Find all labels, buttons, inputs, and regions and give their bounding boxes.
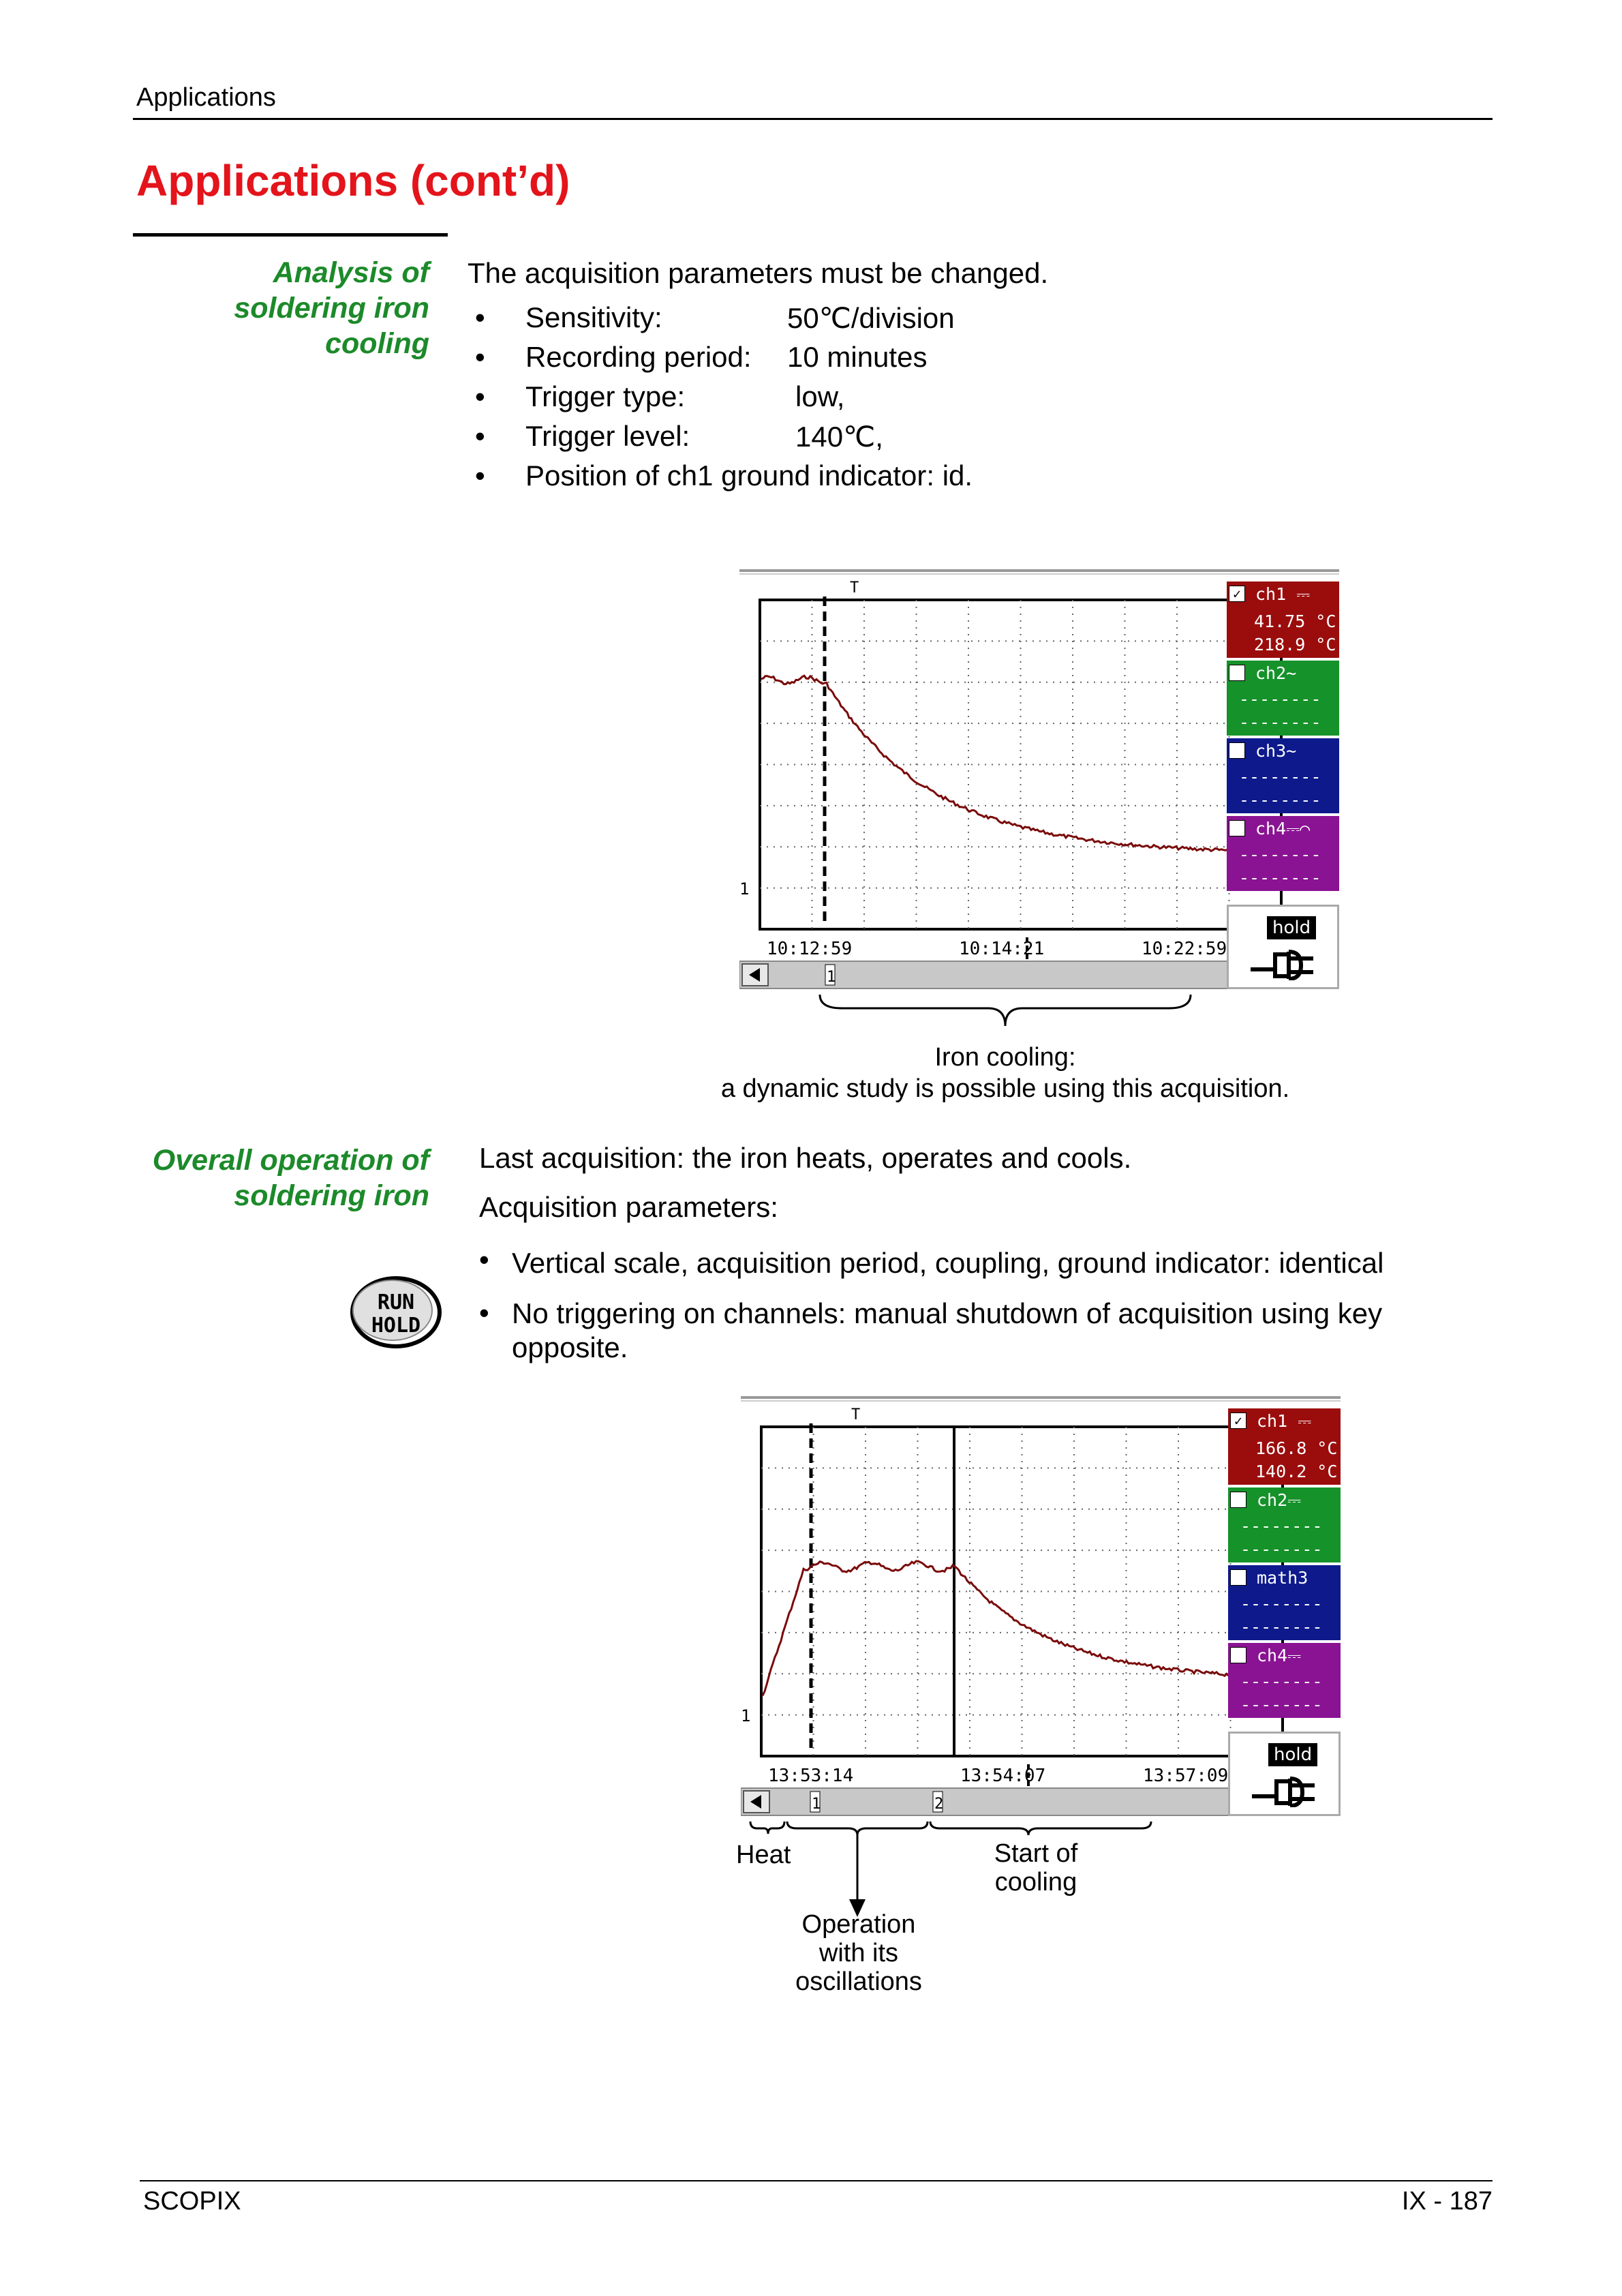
bullet-dot: • — [479, 1297, 489, 1329]
channel-name: ch1 ⎓ — [1255, 584, 1311, 604]
hold-panel[interactable] — [1227, 905, 1339, 989]
bullet-label: Trigger level: — [525, 420, 690, 452]
side-title-line: soldering iron — [234, 1179, 429, 1212]
bullet-line: opposite. — [512, 1331, 628, 1363]
cursor-marker-label: 1 — [827, 969, 836, 986]
time-scrollbar[interactable] — [739, 961, 1279, 988]
running-header: Applications — [136, 83, 276, 112]
power-plug-icon — [1249, 1776, 1324, 1807]
label-line: Start of — [994, 1839, 1078, 1868]
time-scrollbar[interactable] — [741, 1788, 1281, 1815]
checkbox-icon[interactable] — [1230, 1647, 1246, 1663]
bullet-value: 10 minutes — [787, 341, 928, 373]
channel-name: ch1 ⎓ — [1257, 1411, 1312, 1431]
time-label-start: 10:12:59 — [767, 939, 853, 959]
key-label-hold: HOLD — [371, 1314, 421, 1338]
bullet-dot: • — [475, 301, 485, 333]
hold-label: hold — [1268, 1743, 1317, 1766]
section1-intro: The acquisition parameters must be changed. — [468, 257, 1049, 289]
section2-bullet: Vertical scale, acquisition period, coupling, ground indicator: identical — [512, 1247, 1384, 1279]
channel-ch4[interactable] — [1227, 816, 1339, 891]
bullet-dot: • — [475, 420, 485, 452]
bullet-value: 140℃, — [795, 421, 883, 453]
channel-value-2: -------- — [1240, 1617, 1323, 1637]
channel-math3[interactable] — [1228, 1565, 1341, 1640]
channel-name: math3 — [1257, 1568, 1309, 1588]
side-title-line: soldering iron — [234, 292, 429, 324]
section2-bullet — [512, 1297, 1382, 1365]
channel-ch2[interactable] — [1228, 1487, 1341, 1562]
bullet-dot: • — [475, 459, 485, 492]
side-title-line: cooling — [325, 327, 429, 360]
section2-side-title — [123, 1143, 429, 1213]
title-rule — [133, 233, 448, 237]
checkbox-icon[interactable] — [1229, 820, 1245, 836]
brace-icon — [814, 992, 1196, 1033]
checkbox-checked-icon[interactable]: ✓ — [1230, 1413, 1246, 1429]
key-label-run: RUN — [377, 1290, 415, 1314]
time-label-end: 13:57:09 — [1143, 1766, 1229, 1786]
trigger-marker: T — [851, 1406, 861, 1423]
channel-panels-1 — [1227, 581, 1339, 989]
channel-value-1: -------- — [1240, 1516, 1323, 1536]
label-line: Operation — [801, 1910, 916, 1939]
label-operation — [777, 1910, 940, 1996]
checkbox-icon[interactable] — [1229, 665, 1245, 681]
channel-value-1: 166.8 °C — [1255, 1438, 1338, 1458]
bullet-label: Position of ch1 ground indicator: id. — [525, 459, 973, 492]
channel-name: ch3~ — [1255, 741, 1297, 761]
channel-name: ch2~ — [1255, 663, 1297, 683]
header-rule — [133, 118, 1493, 120]
channel-panels-2 — [1228, 1408, 1341, 1816]
channel-value-2: -------- — [1239, 712, 1321, 732]
channel-ch4[interactable] — [1228, 1643, 1341, 1718]
checkbox-icon[interactable] — [1230, 1492, 1246, 1508]
cursor-marker-label: 1 — [812, 1796, 821, 1813]
channel-value-1: 41.75 °C — [1254, 611, 1336, 631]
section2-line2: Acquisition parameters: — [479, 1191, 778, 1223]
channel-value-1: -------- — [1240, 1672, 1323, 1691]
bullet-dot: • — [475, 380, 485, 412]
channel-value-2: -------- — [1239, 868, 1321, 888]
figure-caption-1 — [654, 1042, 1356, 1104]
channel-ch1[interactable] — [1227, 581, 1339, 658]
side-title-line: Overall operation of — [152, 1144, 429, 1177]
bullet-value: 50℃/division — [787, 302, 955, 334]
label-line: with its — [818, 1939, 899, 1967]
label-line: cooling — [994, 1868, 1077, 1897]
label-start-of-cooling — [961, 1839, 1111, 1897]
caption-line: a dynamic study is possible using this acquisition. — [720, 1074, 1290, 1103]
channel-ch1[interactable] — [1228, 1408, 1341, 1485]
channel-value-1: -------- — [1240, 1594, 1323, 1614]
checkbox-icon[interactable] — [1230, 1569, 1246, 1586]
cursor-marker-label: 2 — [934, 1796, 944, 1813]
time-label-mid: 13:54:07 — [960, 1766, 1046, 1786]
bullet-label: Recording period: — [525, 341, 752, 373]
channel-value-2: -------- — [1240, 1695, 1323, 1715]
channel-ch3[interactable] — [1227, 738, 1339, 813]
footer-left: SCOPIX — [143, 2187, 241, 2216]
side-title-line: Analysis of — [273, 256, 429, 289]
hold-label: hold — [1267, 916, 1316, 939]
channel-ch2[interactable] — [1227, 661, 1339, 736]
section1-side-title — [136, 255, 429, 361]
label-heat: Heat — [736, 1841, 791, 1869]
bullet-dot: • — [479, 1243, 489, 1275]
bullet-dot: • — [475, 341, 485, 373]
trigger-marker: T — [850, 579, 859, 596]
checkbox-icon[interactable] — [1229, 742, 1245, 759]
channel-value-2: 218.9 °C — [1254, 635, 1336, 654]
hold-panel[interactable] — [1228, 1732, 1341, 1816]
channel-name: ch4⎓⌒ — [1255, 819, 1311, 839]
time-label-end: 10:22:59 — [1142, 939, 1227, 959]
channel-value-2: -------- — [1240, 1539, 1323, 1559]
checkbox-checked-icon[interactable]: ✓ — [1229, 586, 1245, 602]
bullet-line: No triggering on channels: manual shutdown of acquisition using key — [512, 1297, 1383, 1329]
bullet-value: low, — [795, 380, 845, 412]
bullet-label: Trigger type: — [525, 380, 686, 412]
channel-value-1: -------- — [1239, 689, 1321, 709]
time-label-start: 13:53:14 — [768, 1766, 854, 1786]
bullet-label: Sensitivity: — [525, 301, 662, 333]
ground-indicator: 1 — [741, 1706, 751, 1725]
channel-name: ch4⎓ — [1257, 1646, 1302, 1665]
ground-indicator: 1 — [739, 879, 750, 898]
power-plug-icon — [1248, 949, 1323, 980]
page-title: Applications (cont’d) — [136, 156, 570, 205]
channel-value-1: -------- — [1239, 845, 1321, 864]
section2-line1: Last acquisition: the iron heats, operates and cools. — [479, 1142, 1132, 1174]
label-line: oscillations — [795, 1967, 922, 1996]
footer-page-number: IX - 187 — [1401, 2187, 1493, 2216]
run-hold-key[interactable] — [349, 1275, 443, 1350]
channel-value-2: 140.2 °C — [1255, 1462, 1338, 1481]
channel-value-2: -------- — [1239, 790, 1321, 810]
channel-value-1: -------- — [1239, 767, 1321, 787]
time-label-mid: 10:14:21 — [959, 939, 1045, 959]
footer-rule — [140, 2180, 1493, 2181]
caption-line: Iron cooling: — [934, 1043, 1076, 1072]
channel-name: ch2⎓ — [1257, 1490, 1302, 1510]
